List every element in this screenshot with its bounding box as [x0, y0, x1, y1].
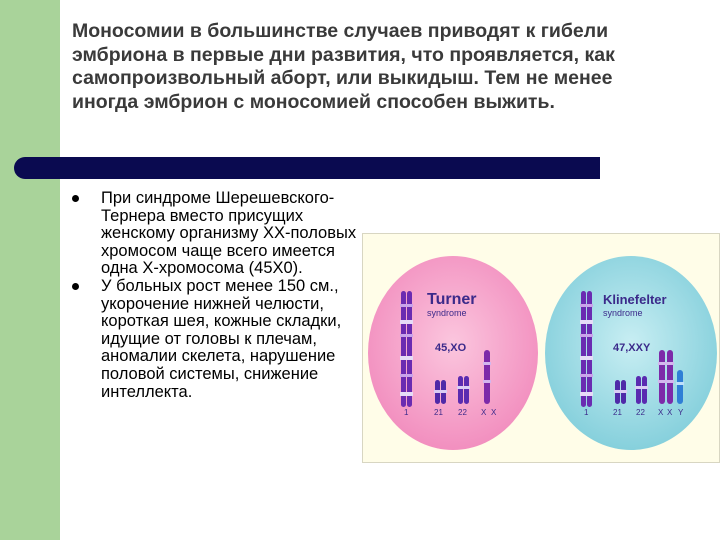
turner-subtitle: syndrome: [427, 308, 467, 318]
klinefelter-subtitle: syndrome: [603, 308, 643, 318]
klinefelter-name: Klinefelter: [603, 292, 667, 307]
turner-label-x2: X: [491, 408, 497, 417]
karyotype-figure: [363, 234, 719, 462]
side-band: [0, 0, 60, 540]
klinefelter-label-21: 21: [613, 408, 622, 417]
bullet-dot-icon: [72, 283, 79, 290]
bullet-text: У больных рост менее 150 см., укорочение нижней челюсти, короткая шея, кожные складки, идущие от головы к плечам, аномалии скелета, нарушение половой системы, снижение интеллекта.: [101, 276, 342, 401]
turner-label-21: 21: [434, 408, 443, 417]
title-underline-bar: [14, 157, 600, 179]
klinefelter-chromosome-y: [676, 370, 684, 404]
bullet-dot-icon: [72, 195, 79, 202]
bullet-list: [70, 190, 360, 401]
klinefelter-label-22: 22: [636, 408, 645, 417]
slide-title: Моносомии в большинстве случаев приводят к гибели эмбриона в первые дни развития, что проявляется, как самопроизвольный аборт, или выкидыш. Тем не менее иногда эмбрион с моносомией способен выжить.: [72, 20, 615, 113]
klinefelter-label-y: Y: [678, 408, 684, 417]
klinefelter-label-x2: X: [667, 408, 673, 417]
turner-chromosome-x: [483, 350, 491, 404]
bullet-text: При синдроме Шерешевского-Тернера вместо присущих женскому организму XX-половых хромосом чаще всего имеется одна X-хромосома (45X0).: [101, 189, 357, 278]
klinefelter-label-1: 1: [584, 408, 589, 417]
turner-label-x1: X: [481, 408, 487, 417]
klinefelter-karyotype: 47,XXY: [613, 342, 651, 354]
karyotype-illustration: [362, 233, 720, 463]
turner-label-22: 22: [458, 408, 467, 417]
bullet-item: [70, 278, 360, 401]
klinefelter-label-x1: X: [658, 408, 664, 417]
bullet-item: [70, 190, 360, 278]
turner-karyotype: 45,XO: [435, 342, 467, 354]
turner-name: Turner: [427, 291, 477, 308]
turner-label-1: 1: [404, 408, 409, 417]
